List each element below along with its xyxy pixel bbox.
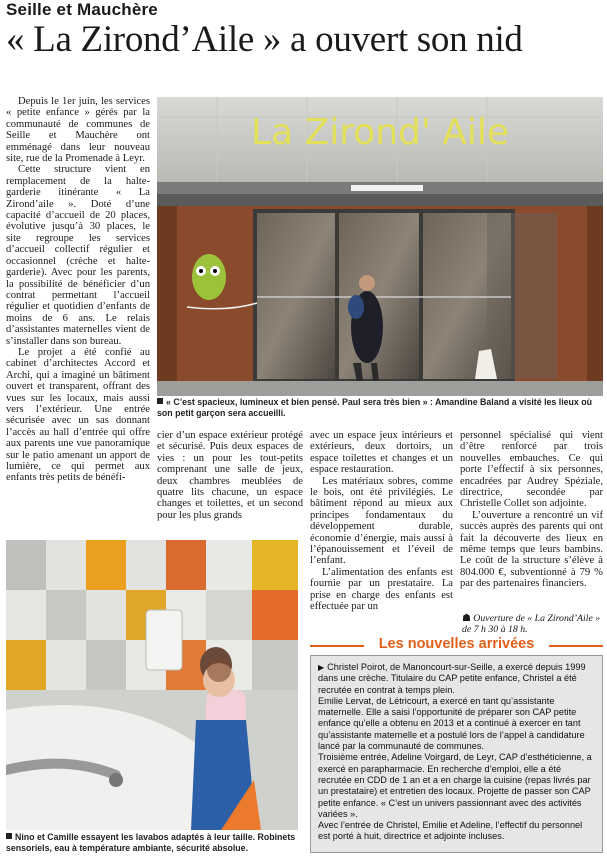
headline: « La Zirond’Aile » a ouvert son nid: [6, 19, 523, 60]
article-column-2: [157, 430, 303, 538]
paragraph: Cette structure vient en remplacement de la halte-garderie itinérante « La Zirond’aile ». Doté d’une capacité d’accueil de 20 places, évolutive jusqu’à 30 places, le site regroupe les services d’accueil collectif régulier et occasionnel (crèche et halte-garderie). Avec pour les parents, la possibilité de bénéficier d’un contrat permettant l’accueil régulier et quotidien d’enfants de moins de 6 ans. Le relais d’assistantes maternelles vient de s’installer dans son bureau.: [6, 164, 150, 347]
article-column-4: [460, 430, 603, 613]
paragraph: L’ouverture a rencontré un vif succès auprès des parents qui ont fait la découverte des lieux en même temps que leurs bambins. Le coût de la structure s’élève à 804.000 €, subventionné à 79 % par des partenaires financiers.: [460, 509, 603, 590]
box-paragraph: Emilie Lervat, de Létricourt, a exercé en tant qu’assistante maternelle. Elle a saisi l’opportunité de préparer son CAP petite enfance qu’elle a obtenu en 2013 et a continué à exercer en tant qu’assistante maternelle et a postulé lors de l’appel à candidature lancé par la communauté de communes.: [318, 695, 585, 752]
triangle-icon: ▶: [318, 663, 325, 672]
paragraph: cier d’un espace extérieur protégé et sécurisé. Puis deux espaces de vies : un pour les tout-petits comprenant une salle de jeux, deux chambres meublées de quatre lits chacune, un espace changes et toilettes, et un second pour les plus grands: [157, 430, 303, 521]
box-paragraph: Troisième entrée, Adeline Voirgard, de Leyr, CAP d’esthéticienne, a exercé en parapharmacie. En recherche d’emploi, elle a été recrutée en CDD de 1 an et a en charge la cuisine (repas livrés par un prestataire) et entretien des locaux. Projette de passer son CAP petite enfance. « C’est un univers passionnant avec des activités variées ».: [318, 752, 592, 819]
caption-2-text: Nino et Camille essayent les lavabos adaptés à leur taille. Robinets sensoriels, eau à température ambiante, sécurité absolue.: [6, 832, 296, 853]
paragraph: avec un espace jeux intérieurs et extérieurs, deux dortoirs, un espace toilettes et changes et un espace restauration.: [310, 430, 453, 476]
paragraph: Le projet a été confié au cabinet d’architectes Accord et Archi, qui a imaginé un bâtiment ouvert et transparent, offrant des vues sur les locaux, mais aussi vers l’extérieur. Une entrée sécurisée avec un sas donnant l’accès au hall d’entrée qui offre aux parents une vue panoramique sur le patio amenant un apport de lumière, ce qui permet aux enfants très petits de bénéfi-: [6, 346, 150, 484]
opening-hours-text: Ouverture de « La Zirond’Aile » de 7 h 30 à 18 h.: [462, 613, 601, 635]
info-icon: ☗: [462, 613, 471, 624]
box-paragraph: Avec l’entrée de Christel, Emilie et Adeline, l’effectif du personnel est porté à huit, directrice et adjointe incluses.: [318, 820, 583, 842]
article-column-1: [6, 96, 150, 532]
caption-photo-2: [6, 832, 298, 854]
paragraph: L’alimentation des enfants est fournie par un prestataire. La prise en charge des enfants est effectuée par un: [310, 566, 453, 613]
box-paragraph: [318, 662, 595, 696]
caption-photo-1: [157, 397, 603, 419]
box-title: Les nouvelles arrivées: [310, 636, 603, 652]
box-text: Christel Poirot, de Manoncourt-sur-Seille, a exercé depuis 1999 dans une crèche. Titulaire du CAP petite enfance, Christel a été recrutée en contrat à temps plein.: [318, 662, 586, 695]
opening-hours: [462, 613, 603, 635]
paragraph: Depuis le 1er juin, les services « petite enfance » gérés par la communauté de communes de Seille et Mauchère ont emménagé dans leur nouveau site, rue de la Promenade à Leyr.: [6, 96, 150, 165]
photo-children-washbasins: [6, 540, 298, 830]
caption-1-text: « C’est spacieux, lumineux et bien pensé. Paul sera très bien » : Amandine Baland a visité les lieux où son petit garçon sera accueilli.: [157, 397, 592, 418]
kicker: Seille et Mauchère: [6, 0, 158, 19]
sign-text: La Zirond' Aile: [250, 112, 510, 153]
photo-building-entrance: [157, 97, 603, 396]
paragraph: personnel spécialisé qui vient d’être renforcé par trois nouvelles embauches. Ce qui porte l’effectif à six personnes, encadrées par Audrey Spéziale, directrice, secondée par Christelle Collet son adjointe.: [460, 430, 603, 510]
paragraph: Les matériaux sobres, comme le bois, ont été privilégiés. Le bâtiment répond au mieux aux principes fondamentaux du développement durable, économie d’énergie, mais aussi à l’épanouissement et l’éveil de l’enfant.: [310, 475, 453, 567]
new-arrivals-box: [310, 655, 603, 853]
article-column-3: [310, 430, 453, 633]
